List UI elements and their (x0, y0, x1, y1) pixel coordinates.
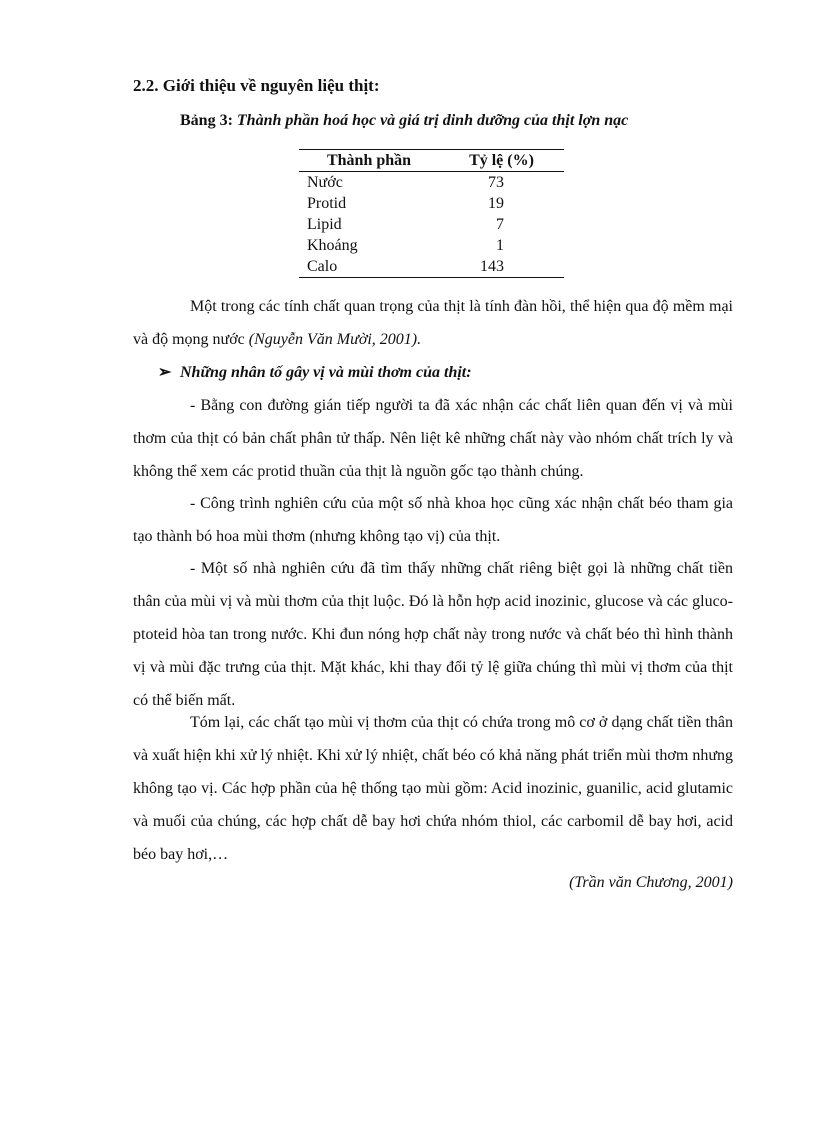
table-caption (180, 112, 628, 130)
bullet-heading-text: Những nhân tố gây vị và mùi thơm của thịt: (180, 364, 472, 381)
arrow-bullet-icon: ➢ (158, 364, 172, 381)
row-value: 1 (496, 237, 504, 254)
header-ratio: Tỷ lệ (%) (439, 150, 564, 172)
table-row (299, 256, 564, 278)
row-name: Khoáng (307, 237, 358, 254)
nutrition-table (299, 149, 564, 278)
row-value: 19 (488, 195, 504, 212)
row-name: Nước (307, 174, 343, 191)
table-header-row (299, 150, 564, 172)
table-caption-title: Thành phần hoá học và giá trị dinh dưỡng của thịt lợn nạc (236, 112, 629, 129)
row-value: 73 (488, 174, 504, 191)
table-row (299, 172, 564, 194)
row-name: Lipid (307, 216, 342, 233)
paragraph-summary: Tóm lại, các chất tạo mùi vị thơm của thịt có chứa trong mô cơ ở dạng chất tiền thân và xuất hiện khi xử lý nhiệt. Khi xử lý nhiệt, chất béo có khả năng phát triển mùi thơm nhưng không tạo vị. Các hợp phần của hệ thống tạo mùi gồm: Acid inozinic, guanilic, acid glutamic và muối của chúng, các hợp chất dễ bay hơi chứa nhóm thiol, các carbomil dễ bay hơi, acid béo bay hơi,… (133, 714, 733, 863)
row-value: 143 (439, 256, 564, 278)
table-row (299, 193, 564, 214)
bullet-heading (158, 356, 472, 389)
table-row (299, 214, 564, 235)
paragraph-precursors: - Một số nhà nghiên cứu đã tìm thấy những chất riêng biệt gọi là những chất tiền thân của mùi vị và mùi thơm của thịt luộc. Đó là hỗn hợp acid inozinic, glucose và các gluco-ptoteid hòa tan trong nước. Khi đun nóng hợp chất này trong nước và chất béo thì hình thành vị và mùi đặc trưng của thịt. Mặt khác, khi thay đổi tỷ lệ giữa chúng thì mùi vị thơm của thịt có thể biến mất. (133, 560, 733, 709)
row-name: Protid (307, 195, 347, 212)
paragraph-fat: - Công trình nghiên cứu của một số nhà khoa học cũng xác nhận chất béo tham gia tạo thành bó hoa mùi thơm (nhưng không tạo vị) của thịt. (133, 495, 733, 545)
table-caption-label: Bảng 3: (180, 112, 233, 129)
table-row (299, 235, 564, 256)
paragraph-indirect: - Bằng con đường gián tiếp người ta đã xác nhận các chất liên quan đến vị và mùi thơm của thịt có bản chất phân tử thấp. Nên liệt kê những chất này vào nhóm chất trích ly và không thể xem các protid thuần của thịt là nguồn gốc tạo thành chúng. (133, 397, 733, 480)
paragraph-elasticity-text: Một trong các tính chất quan trọng của thịt là tính đàn hồi, thể hiện qua độ mềm mại và độ mọng nước (133, 298, 733, 348)
citation-nguyen: (Nguyễn Văn Mười, 2001). (248, 331, 422, 348)
row-value: 7 (496, 216, 504, 233)
header-component: Thành phần (299, 150, 439, 172)
paragraph-elasticity (133, 290, 733, 356)
row-name: Calo (299, 256, 439, 278)
citation-tran: (Trần văn Chương, 2001) (569, 874, 733, 891)
section-heading: 2.2. Giới thiệu về nguyên liệu thịt: (133, 76, 380, 95)
